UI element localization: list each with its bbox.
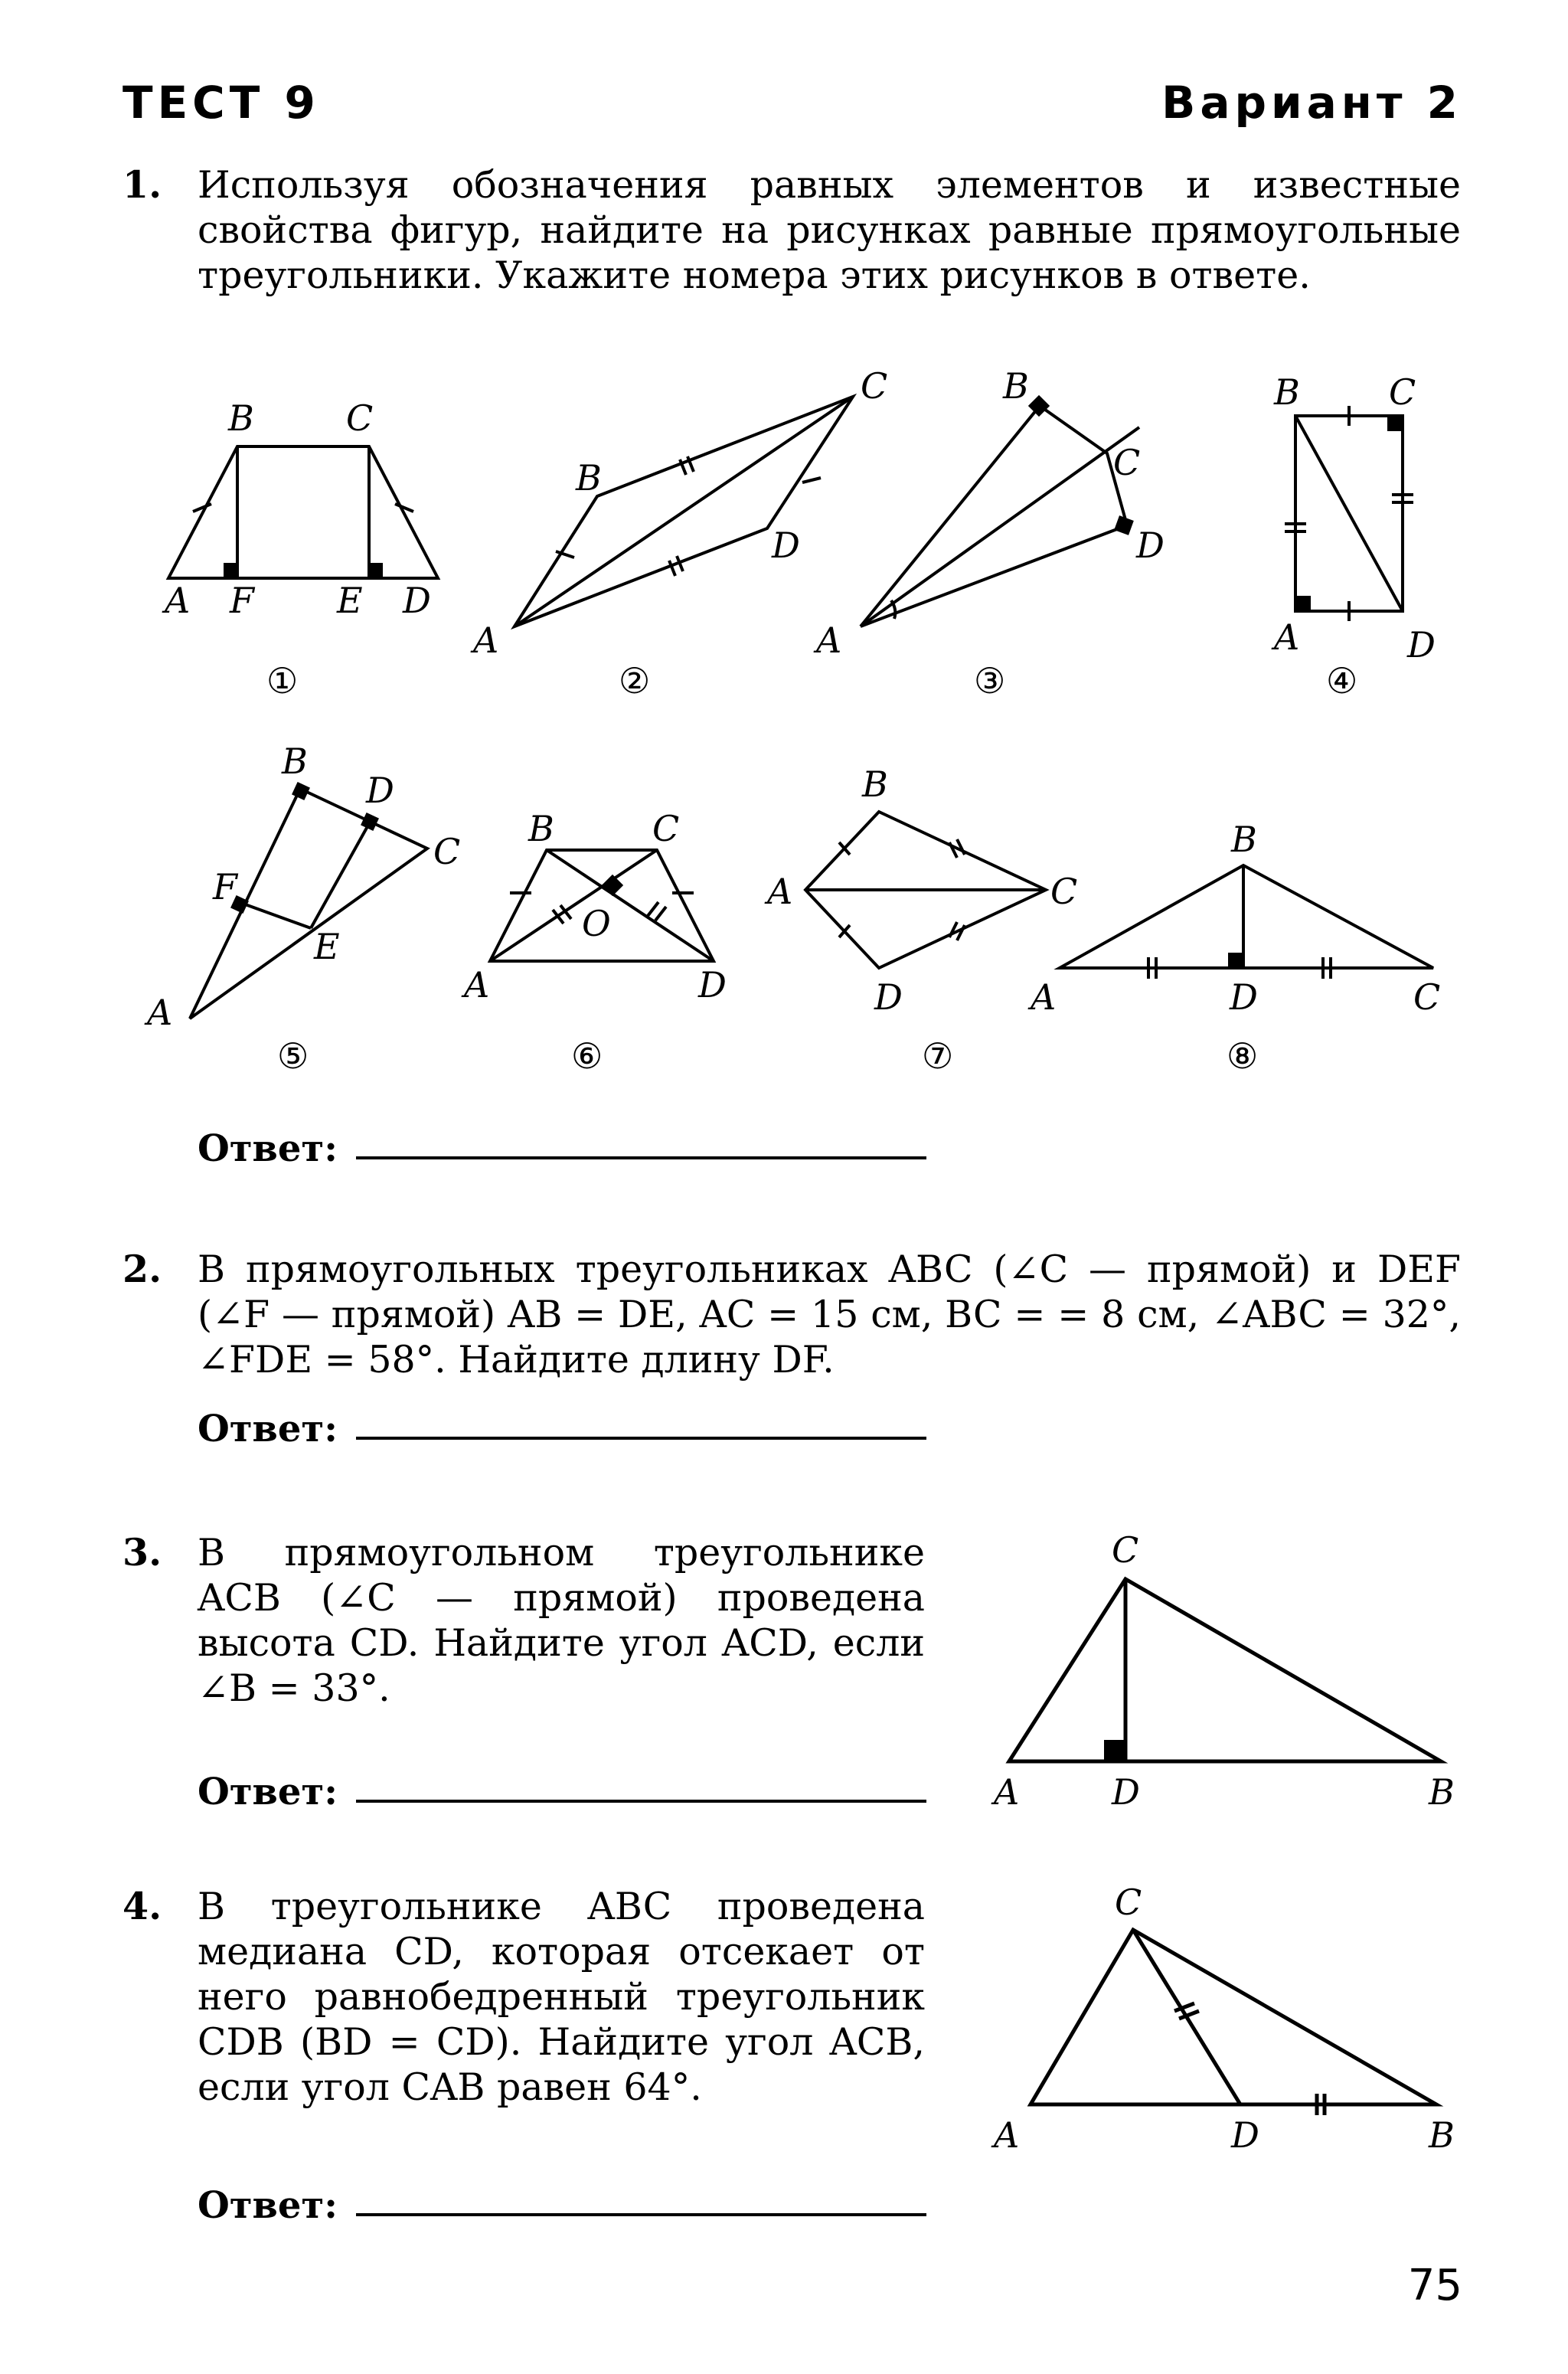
label-C: C — [433, 831, 461, 872]
label-A: A — [165, 580, 191, 621]
figure-8 — [1027, 819, 1440, 1077]
label-D: D — [366, 770, 394, 811]
label-F: F — [213, 866, 237, 907]
figure-1-number: ① — [266, 660, 299, 701]
problem-3-number: 3. — [122, 1530, 162, 1574]
label-B: B — [1429, 1771, 1455, 1813]
label-D: D — [698, 964, 727, 1006]
label-C: C — [346, 397, 374, 439]
figure-1 — [162, 397, 438, 701]
answer-3-field[interactable] — [356, 1800, 926, 1803]
figure-3 — [813, 365, 1165, 701]
label-B: B — [576, 457, 602, 499]
label-B: B — [528, 808, 554, 849]
figure-6-number: ⑥ — [571, 1035, 603, 1077]
problem-4-number: 4. — [122, 1884, 162, 1928]
answer-1-field[interactable] — [356, 1156, 926, 1159]
label-D: D — [1112, 1771, 1140, 1813]
label-C: C — [1413, 976, 1441, 1018]
problem-1-text: Используя обозначения равных элементов и известные свойства фигур, найдите на рисунках равные прямоугольные треугольники. Укажите номера этих рисунков в ответе. — [198, 163, 1461, 297]
label-B: B — [1429, 2114, 1455, 2156]
figure-2-number: ② — [619, 660, 651, 701]
label-D: D — [1231, 2114, 1259, 2156]
test-title: ТЕСТ 9 — [122, 77, 320, 129]
label-A: A — [1031, 976, 1057, 1018]
label-C: C — [1389, 371, 1416, 413]
figure-4 — [1271, 371, 1436, 701]
label-D: D — [772, 525, 800, 566]
label-B: B — [282, 741, 308, 782]
label-E: E — [337, 580, 363, 621]
label-D: D — [1230, 976, 1258, 1018]
label-C: C — [861, 365, 888, 407]
figure-3-number: ③ — [974, 660, 1006, 701]
answer-1-label: Ответ: — [198, 1127, 338, 1170]
label-A: A — [464, 964, 490, 1006]
problem-3-text: В прямоугольном треугольнике ACB (∠C — прямой) проведена высота CD. Найдите угол ACD, если ∠B = 33°. — [198, 1531, 925, 1710]
label-C: C — [652, 808, 680, 849]
label-C: C — [1115, 1882, 1142, 1923]
label-B: B — [1274, 371, 1300, 413]
label-D: D — [1407, 624, 1436, 665]
label-B: B — [1003, 365, 1029, 407]
label-F: F — [230, 580, 254, 621]
problem-2-number: 2. — [122, 1247, 162, 1291]
label-C: C — [1050, 871, 1078, 912]
label-A: A — [994, 2114, 1020, 2156]
label-C: C — [1112, 1529, 1139, 1571]
figure-5 — [144, 741, 460, 1077]
label-A: A — [473, 620, 499, 661]
problem-4-text: В треугольнике ABC проведена медиана CD, которая отсекает от него равнобедренный треугольник CDB (BD = CD). Найдите угол ACB, если угол CAB равен 64°. — [198, 1885, 925, 2109]
page-number: 75 — [1407, 2261, 1462, 2310]
figure-5-number: ⑤ — [277, 1035, 309, 1077]
figure-7 — [764, 764, 1077, 1077]
variant-title: Вариант 2 — [1161, 77, 1462, 129]
answer-4-field[interactable] — [356, 2213, 926, 2216]
label-B: B — [1231, 819, 1257, 860]
problem-2-text: В прямоугольных треугольниках ABC (∠C — прямой) и DEF (∠F — прямой) AB = DE, AC = 15 см, BC = = 8 см, ∠ABC = 32°, ∠FDE = 58°. Найдите длину DF. — [198, 1247, 1461, 1382]
label-A: A — [994, 1771, 1020, 1813]
answer-2-label: Ответ: — [198, 1408, 338, 1450]
problem-1-number: 1. — [122, 162, 162, 207]
label-E: E — [314, 926, 340, 967]
label-A: A — [147, 992, 173, 1033]
figure-6 — [461, 808, 727, 1077]
label-B: B — [862, 764, 888, 805]
label-D: D — [1136, 525, 1165, 566]
answer-3-label: Ответ: — [198, 1771, 338, 1813]
figure-4-number: ④ — [1326, 660, 1358, 701]
label-B: B — [228, 397, 254, 439]
label-C: C — [1113, 442, 1141, 483]
label-O: O — [582, 903, 611, 944]
label-A: A — [767, 871, 793, 912]
answer-4-label: Ответ: — [198, 2184, 338, 2227]
figure-7-number: ⑦ — [922, 1035, 954, 1077]
label-D: D — [874, 976, 903, 1018]
label-D: D — [403, 580, 431, 621]
label-A: A — [816, 620, 842, 661]
figure-8-number: ⑧ — [1227, 1035, 1259, 1077]
problem-1-figures — [0, 0, 1568, 1118]
answer-2-field[interactable] — [356, 1437, 926, 1440]
label-A: A — [1274, 616, 1300, 658]
